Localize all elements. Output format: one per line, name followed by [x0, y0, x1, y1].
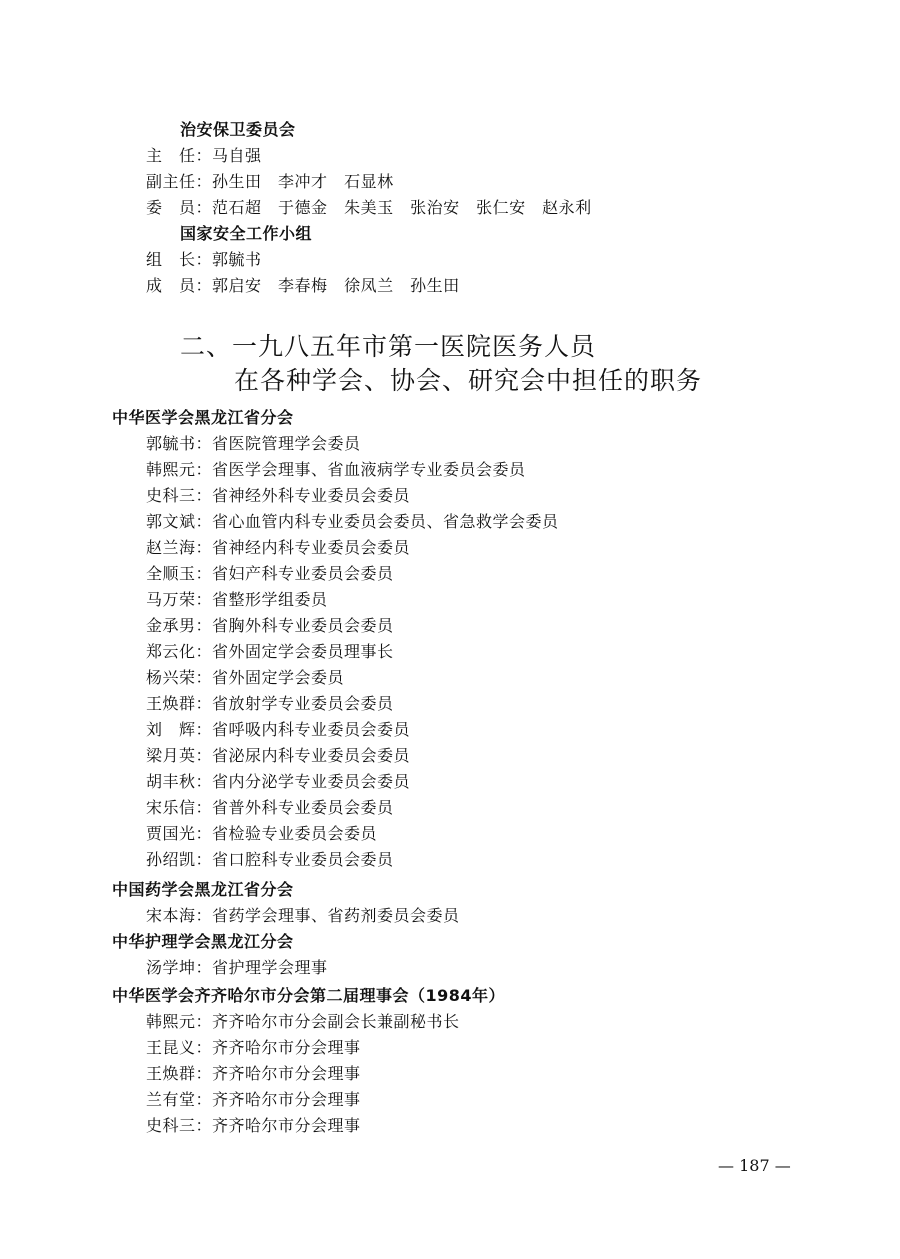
member-name: 范石超	[212, 198, 262, 217]
member-name: 于德金	[278, 198, 328, 217]
member-post: 省整形学组委员	[212, 590, 328, 609]
committee-row	[146, 276, 460, 296]
member-name: 朱美玉	[344, 198, 394, 217]
member-name: 郭启安	[212, 276, 262, 295]
member-post: 省胸外科专业委员会委员	[212, 616, 394, 635]
member-name: 贾国光：	[146, 824, 213, 843]
member-row	[146, 1064, 361, 1084]
member-row	[146, 906, 460, 926]
member-row	[146, 642, 394, 662]
role-label: 委 员：	[146, 198, 213, 217]
member-name: 孙生田	[212, 172, 262, 191]
member-name: 杨兴荣：	[146, 668, 213, 687]
security-committee-title: 治安保卫委员会	[180, 120, 296, 139]
member-post: 省药学会理事、省药剂委员会委员	[212, 906, 460, 925]
society-title: 中国药学会黑龙江省分会	[112, 880, 294, 899]
member-name: 张治安	[410, 198, 460, 217]
member-row	[146, 958, 328, 978]
role-label: 主 任：	[146, 146, 213, 165]
member-name: 金承男：	[146, 616, 213, 635]
member-post: 省外固定学会委员理事长	[212, 642, 394, 661]
role-label: 副主任：	[146, 172, 213, 191]
member-post: 省放射学专业委员会委员	[212, 694, 394, 713]
member-row	[146, 772, 410, 792]
member-row	[146, 746, 410, 766]
member-name: 马自强	[212, 146, 262, 165]
member-row	[146, 486, 410, 506]
member-name: 石显林	[344, 172, 394, 191]
member-post: 省普外科专业委员会委员	[212, 798, 394, 817]
member-name: 赵永利	[542, 198, 592, 217]
member-name: 胡丰秋：	[146, 772, 213, 791]
role-label: 成 员：	[146, 276, 213, 295]
society-title: 中华医学会黑龙江省分会	[112, 408, 294, 427]
member-name: 刘 辉：	[146, 720, 213, 739]
member-name: 兰有堂：	[146, 1090, 213, 1109]
member-name: 王昆义：	[146, 1038, 213, 1057]
member-post: 齐齐哈尔市分会理事	[212, 1090, 361, 1109]
member-name: 徐凤兰	[344, 276, 394, 295]
member-row	[146, 1038, 361, 1058]
member-name: 宋本海：	[146, 906, 213, 925]
member-row	[146, 798, 394, 818]
member-post: 省内分泌学专业委员会委员	[212, 772, 411, 791]
member-name: 张仁安	[476, 198, 526, 217]
section-heading-line-2: 在各种学会、协会、研究会中担任的职务	[234, 366, 703, 395]
society-title: 中华医学会齐齐哈尔市分会第二届理事会（1984年）	[112, 986, 506, 1005]
member-row	[146, 538, 410, 558]
member-post: 省医院管理学会委员	[212, 434, 361, 453]
member-name: 史科三：	[146, 1116, 213, 1135]
member-name: 马万荣：	[146, 590, 213, 609]
role-label: 组 长：	[146, 250, 213, 269]
member-row	[146, 460, 526, 480]
member-post: 省神经外科专业委员会委员	[212, 486, 411, 505]
member-name: 韩熙元：	[146, 460, 213, 479]
member-row	[146, 1012, 460, 1032]
member-row	[146, 616, 394, 636]
member-row	[146, 590, 328, 610]
member-row	[146, 564, 394, 584]
committee-row	[146, 172, 394, 192]
member-row	[146, 694, 394, 714]
member-post: 省心血管内科专业委员会委员、省急救学会委员	[212, 512, 559, 531]
member-name: 郭文斌：	[146, 512, 213, 531]
member-name: 汤学坤：	[146, 958, 213, 977]
committee-row	[146, 146, 262, 166]
member-row	[146, 1090, 361, 1110]
member-name: 郭毓书	[212, 250, 262, 269]
member-name: 孙生田	[410, 276, 460, 295]
page-number: — 187 —	[718, 1156, 791, 1175]
member-name: 宋乐信：	[146, 798, 213, 817]
member-name: 郭毓书：	[146, 434, 213, 453]
member-post: 省神经内科专业委员会委员	[212, 538, 411, 557]
member-post: 省呼吸内科专业委员会委员	[212, 720, 411, 739]
member-name: 王焕群：	[146, 694, 213, 713]
member-row	[146, 434, 361, 454]
member-post: 省外固定学会委员	[212, 668, 345, 687]
member-post: 省泌尿内科专业委员会委员	[212, 746, 411, 765]
society-title: 中华护理学会黑龙江分会	[112, 932, 294, 951]
member-name: 全顺玉：	[146, 564, 213, 583]
member-post: 省护理学会理事	[212, 958, 328, 977]
member-post: 齐齐哈尔市分会理事	[212, 1116, 361, 1135]
member-name: 李春梅	[278, 276, 328, 295]
member-post: 齐齐哈尔市分会副会长兼副秘书长	[212, 1012, 460, 1031]
member-post: 省口腔科专业委员会委员	[212, 850, 394, 869]
member-name: 孙绍凯：	[146, 850, 213, 869]
member-row	[146, 512, 559, 532]
member-name: 李冲才	[278, 172, 328, 191]
member-name: 韩熙元：	[146, 1012, 213, 1031]
committee-row	[146, 250, 262, 270]
member-name: 王焕群：	[146, 1064, 213, 1083]
national-security-group-title: 国家安全工作小组	[180, 224, 313, 243]
member-row	[146, 824, 377, 844]
member-name: 郑云化：	[146, 642, 213, 661]
member-name: 梁月英：	[146, 746, 213, 765]
member-post: 省医学会理事、省血液病学专业委员会委员	[212, 460, 526, 479]
member-name: 史科三：	[146, 486, 213, 505]
member-post: 省检验专业委员会委员	[212, 824, 378, 843]
committee-row	[146, 198, 592, 218]
member-row	[146, 668, 344, 688]
member-row	[146, 1116, 361, 1136]
section-heading-line-1: 二、一九八五年市第一医院医务人员	[180, 332, 597, 361]
member-post: 齐齐哈尔市分会理事	[212, 1038, 361, 1057]
member-row	[146, 720, 410, 740]
member-post: 省妇产科专业委员会委员	[212, 564, 394, 583]
member-post: 齐齐哈尔市分会理事	[212, 1064, 361, 1083]
member-row	[146, 850, 394, 870]
member-name: 赵兰海：	[146, 538, 213, 557]
